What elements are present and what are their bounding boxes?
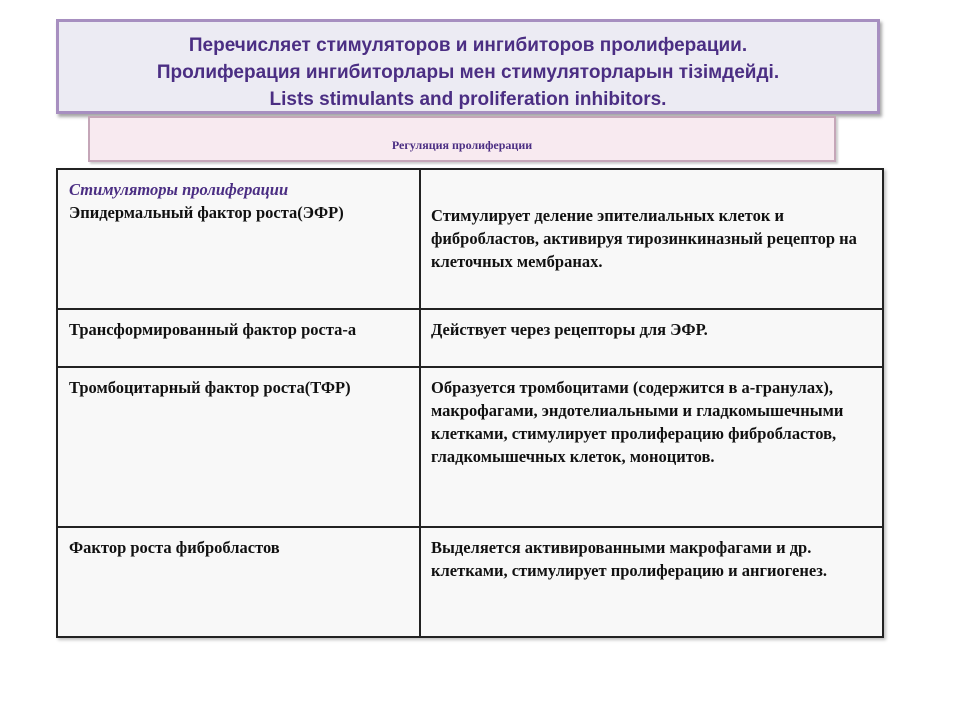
table-row xyxy=(57,309,883,367)
description-cell xyxy=(420,169,883,309)
factor-name: Трансформированный фактор роста-а xyxy=(69,320,357,339)
description-cell xyxy=(420,527,883,637)
title-english: Lists stimulants and proliferation inhibitors. xyxy=(269,89,667,110)
factor-name: Фактор роста фибробластов xyxy=(69,538,280,557)
factor-name: Тромбоцитарный фактор роста(ТФР) xyxy=(69,378,351,397)
factor-cell xyxy=(57,169,420,309)
factor-cell xyxy=(57,309,420,367)
description-cell xyxy=(420,309,883,367)
proliferation-table xyxy=(56,168,884,638)
table-row xyxy=(57,527,883,637)
section-heading: Стимуляторы пролиферации xyxy=(69,180,289,199)
subtitle-label: Регуляция пролиферации xyxy=(391,138,533,152)
factor-description: Действует через рецепторы для ЭФР. xyxy=(431,320,708,339)
title-kazakh: Пролиферация ингибиторлары мен стимуляторларын тізімдейді. xyxy=(156,62,780,83)
factor-cell xyxy=(57,527,420,637)
title-russian: Перечисляет стимуляторов и ингибиторов пролиферации. xyxy=(188,35,748,56)
factor-name: Эпидермальный фактор роста(ЭФР) xyxy=(69,203,344,222)
factor-description: Стимулирует деление эпителиальных клеток и фибробластов, активируя тирозинкиназный рецептор на клеточных мембранах. xyxy=(431,206,857,271)
factor-description: Выделяется активированными макрофагами и др. клетками, стимулирует пролиферацию и ангиогенез. xyxy=(431,538,827,580)
table-row xyxy=(57,169,883,309)
factor-description: Образуется тромбоцитами (содержится в а-гранулах), макрофагами, эндотелиальными и гладкомышечными клетками, стимулирует пролиферацию фибробластов, гладкомышечных клеток, моноцитов. xyxy=(431,378,844,466)
description-cell xyxy=(420,367,883,527)
title-box xyxy=(56,19,880,114)
subtitle-box xyxy=(88,116,836,162)
factor-cell xyxy=(57,367,420,527)
table-row xyxy=(57,367,883,527)
